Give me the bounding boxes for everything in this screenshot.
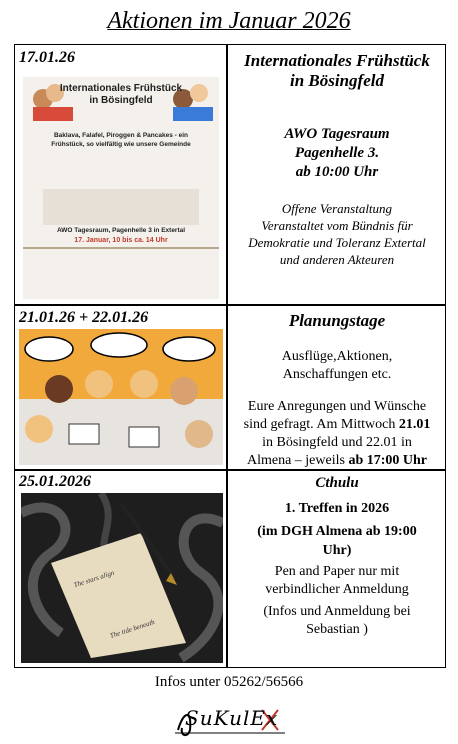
event-location: AWO Tagesraum Pagenhelle 3. ab 10:00 Uhr bbox=[284, 126, 390, 180]
flyer-body: Baklava, Falafel, Piroggen & Pancakes - ein bbox=[53, 132, 189, 139]
comic-illustration-icon bbox=[19, 329, 223, 465]
flyer-subtitle: in Bösingfeld bbox=[89, 95, 153, 106]
page-title: Aktionen im Januar 2026 bbox=[107, 8, 351, 34]
flyer-title: Internationales Frühstück bbox=[59, 83, 183, 94]
logo-text: SuKulEx bbox=[185, 706, 279, 730]
event-date: 25.01.2026 bbox=[19, 473, 91, 490]
event-description: Pen and Paper nur mit verbindlicher Anmeldung (Infos und Anmeldung bei Sebastian ) bbox=[263, 564, 411, 637]
event-heading: Internationales Frühstück in Bösingfeld bbox=[244, 51, 430, 90]
footer-info: Infos unter 05262/56566 bbox=[154, 674, 304, 690]
event-heading: Cthulu bbox=[315, 475, 359, 491]
cthulhu-image bbox=[21, 493, 223, 663]
image-caption: The stars align bbox=[72, 568, 116, 590]
event-details: Ausflüge,Aktionen, Anschaffungen etc. bbox=[281, 349, 393, 382]
comic-kids-image bbox=[19, 329, 223, 465]
event-details: 1. Treffen in 2026 (im DGH Almena ab 19:00 Uhr) bbox=[257, 501, 417, 558]
event-note: Offene Veranstaltung Veranstaltet vom Bündnis für Demokratie und Toleranz Extertal und anderen Akteuren bbox=[248, 201, 426, 267]
flyer-address: AWO Tagesraum, Pagenhelle 3 in Extertal bbox=[56, 227, 186, 234]
events-table bbox=[14, 44, 446, 668]
event-heading: Planungstage bbox=[288, 311, 386, 330]
flyer-time: 17. Januar, 10 bis ca. 14 Uhr bbox=[74, 237, 168, 244]
row-divider bbox=[15, 304, 445, 306]
flyer-body: Frühstück, so vielfältig wie unsere Gemeinde bbox=[51, 141, 191, 148]
event-date: 21.01.26 + 22.01.26 bbox=[19, 309, 149, 326]
people-illustration-icon bbox=[23, 77, 219, 299]
tentacles-illustration-icon bbox=[21, 493, 223, 663]
image-caption: The tide beneath bbox=[108, 617, 156, 641]
event-description: Eure Anregungen und Wünsche sind gefragt. Am Mittwoch 21.01 in Bösingfeld und 22.01 in Almena – jeweils ab 17:00 Uhr bbox=[243, 399, 431, 468]
event-date: 17.01.26 bbox=[19, 49, 75, 66]
breakfast-flyer-image bbox=[23, 77, 219, 299]
